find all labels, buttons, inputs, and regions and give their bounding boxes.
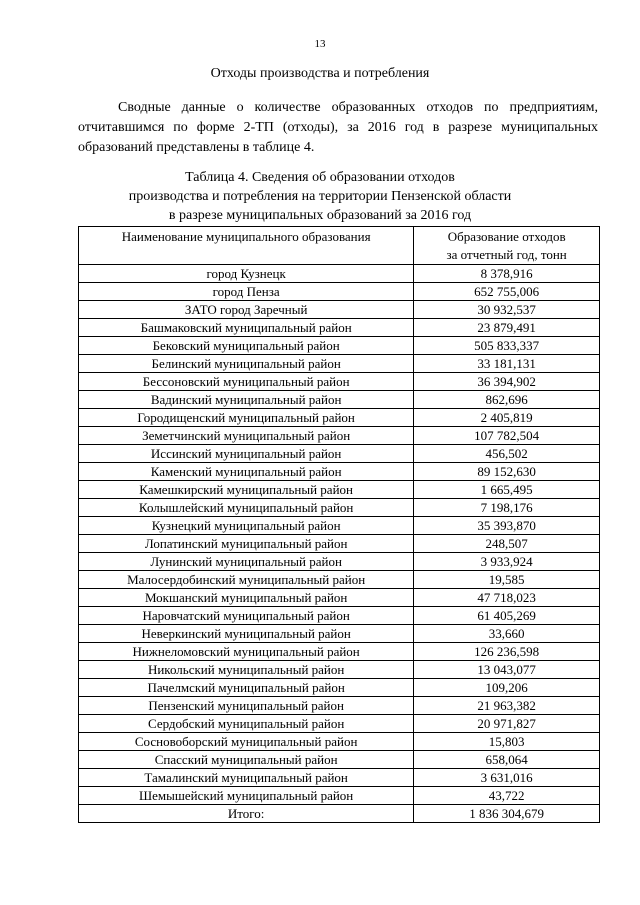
waste-amount: 47 718,023 — [414, 589, 600, 607]
waste-amount: 658,064 — [414, 751, 600, 769]
municipality-name: Башмаковский муниципальный район — [79, 319, 414, 337]
waste-amount: 33,660 — [414, 625, 600, 643]
municipality-name: город Пенза — [79, 283, 414, 301]
table-row — [79, 301, 600, 319]
table-row — [79, 319, 600, 337]
table-row — [79, 643, 600, 661]
table-row — [79, 715, 600, 733]
municipality-name: Бековский муниципальный район — [79, 337, 414, 355]
table-row — [79, 337, 600, 355]
waste-amount: 2 405,819 — [414, 409, 600, 427]
intro-line: отчитавшимся по форме 2-ТП (отходы), за 2016 год в разрезе муниципальных — [78, 120, 598, 135]
municipality-name: Сосновоборский муниципальный район — [79, 733, 414, 751]
intro-paragraph — [78, 98, 598, 158]
table-row — [79, 391, 600, 409]
municipality-name: Каменский муниципальный район — [79, 463, 414, 481]
waste-amount: 248,507 — [414, 535, 600, 553]
table-row — [79, 571, 600, 589]
municipality-name: Никольский муниципальный район — [79, 661, 414, 679]
municipality-name: Земетчинский муниципальный район — [79, 427, 414, 445]
waste-amount: 15,803 — [414, 733, 600, 751]
table-row — [79, 463, 600, 481]
municipality-name: Малосердобинский муниципальный район — [79, 571, 414, 589]
municipality-name: Наровчатский муниципальный район — [79, 607, 414, 625]
waste-amount: 8 378,916 — [414, 265, 600, 283]
total-label: Итого: — [79, 805, 414, 823]
section-title: Отходы производства и потребления — [210, 66, 430, 81]
table-row — [79, 283, 600, 301]
municipality-name: Мокшанский муниципальный район — [79, 589, 414, 607]
waste-amount: 21 963,382 — [414, 697, 600, 715]
waste-amount: 7 198,176 — [414, 499, 600, 517]
table-row — [79, 607, 600, 625]
waste-amount: 862,696 — [414, 391, 600, 409]
intro-line: Сводные данные о количестве образованных отходов по предприятиям, — [118, 100, 598, 115]
waste-amount: 43,722 — [414, 787, 600, 805]
total-amount: 1 836 304,679 — [414, 805, 600, 823]
municipality-name: Нижнеломовский муниципальный район — [79, 643, 414, 661]
municipality-name: Вадинский муниципальный район — [79, 391, 414, 409]
municipality-name: город Кузнецк — [79, 265, 414, 283]
table-row — [79, 625, 600, 643]
waste-amount: 3 631,016 — [414, 769, 600, 787]
table-row — [79, 553, 600, 571]
waste-amount: 20 971,827 — [414, 715, 600, 733]
waste-amount: 109,206 — [414, 679, 600, 697]
municipality-name: Спасский муниципальный район — [79, 751, 414, 769]
municipality-name: Колышлейский муниципальный район — [79, 499, 414, 517]
table-row — [79, 787, 600, 805]
table-row — [79, 481, 600, 499]
table-caption-line: в разрезе муниципальных образований за 2016 год — [168, 208, 472, 223]
municipality-name: Белинский муниципальный район — [79, 355, 414, 373]
municipality-name: Бессоновский муниципальный район — [79, 373, 414, 391]
waste-table — [78, 226, 600, 823]
waste-amount: 19,585 — [414, 571, 600, 589]
table-row — [79, 589, 600, 607]
table-row — [79, 265, 600, 283]
municipality-name: Шемышейский муниципальный район — [79, 787, 414, 805]
municipality-name: Камешкирский муниципальный район — [79, 481, 414, 499]
waste-amount: 23 879,491 — [414, 319, 600, 337]
waste-amount: 107 782,504 — [414, 427, 600, 445]
waste-amount: 36 394,902 — [414, 373, 600, 391]
municipality-name: Пензенский муниципальный район — [79, 697, 414, 715]
table-row — [79, 445, 600, 463]
municipality-name: Городищенский муниципальный район — [79, 409, 414, 427]
waste-amount: 33 181,131 — [414, 355, 600, 373]
table-row — [79, 355, 600, 373]
waste-amount: 35 393,870 — [414, 517, 600, 535]
waste-amount: 3 933,924 — [414, 553, 600, 571]
table-row — [79, 535, 600, 553]
table-row — [79, 697, 600, 715]
total-row — [79, 805, 600, 823]
table-row — [79, 679, 600, 697]
municipality-name: Иссинский муниципальный район — [79, 445, 414, 463]
waste-amount: 89 152,630 — [414, 463, 600, 481]
table-caption — [0, 168, 640, 225]
table-row — [79, 661, 600, 679]
municipality-name: Лунинский муниципальный район — [79, 553, 414, 571]
table-row — [79, 427, 600, 445]
table-row — [79, 409, 600, 427]
header-municipality-text: Наименование муниципального образования — [121, 229, 371, 244]
table-body — [79, 265, 600, 823]
waste-amount: 652 755,006 — [414, 283, 600, 301]
municipality-name: Неверкинский муниципальный район — [79, 625, 414, 643]
municipality-name: Сердобский муниципальный район — [79, 715, 414, 733]
table-row — [79, 373, 600, 391]
table-row — [79, 499, 600, 517]
table-caption-line: Таблица 4. Сведения об образовании отходов — [185, 170, 455, 185]
intro-line: образований представлены в таблице 4. — [78, 140, 315, 155]
waste-amount: 126 236,598 — [414, 643, 600, 661]
municipality-name: Кузнецкий муниципальный район — [79, 517, 414, 535]
table-row — [79, 733, 600, 751]
table-header-row — [79, 227, 600, 265]
waste-amount: 30 932,537 — [414, 301, 600, 319]
waste-amount: 456,502 — [414, 445, 600, 463]
header-municipality — [79, 227, 414, 265]
municipality-name: ЗАТО город Заречный — [79, 301, 414, 319]
waste-amount: 1 665,495 — [414, 481, 600, 499]
waste-amount: 61 405,269 — [414, 607, 600, 625]
municipality-name: Пачелмский муниципальный район — [79, 679, 414, 697]
table-row — [79, 517, 600, 535]
table-row — [79, 751, 600, 769]
waste-amount: 505 833,337 — [414, 337, 600, 355]
municipality-name: Лопатинский муниципальный район — [79, 535, 414, 553]
municipality-name: Тамалинский муниципальный район — [79, 769, 414, 787]
waste-amount: 13 043,077 — [414, 661, 600, 679]
header-waste-line: Образование отходов — [447, 229, 566, 244]
header-waste-line: за отчетный год, тонн — [446, 247, 567, 262]
table-caption-line: производства и потребления на территории Пензенской области — [128, 189, 512, 204]
table-row — [79, 769, 600, 787]
header-waste-amount — [414, 227, 600, 265]
page-number: 13 — [314, 38, 326, 50]
